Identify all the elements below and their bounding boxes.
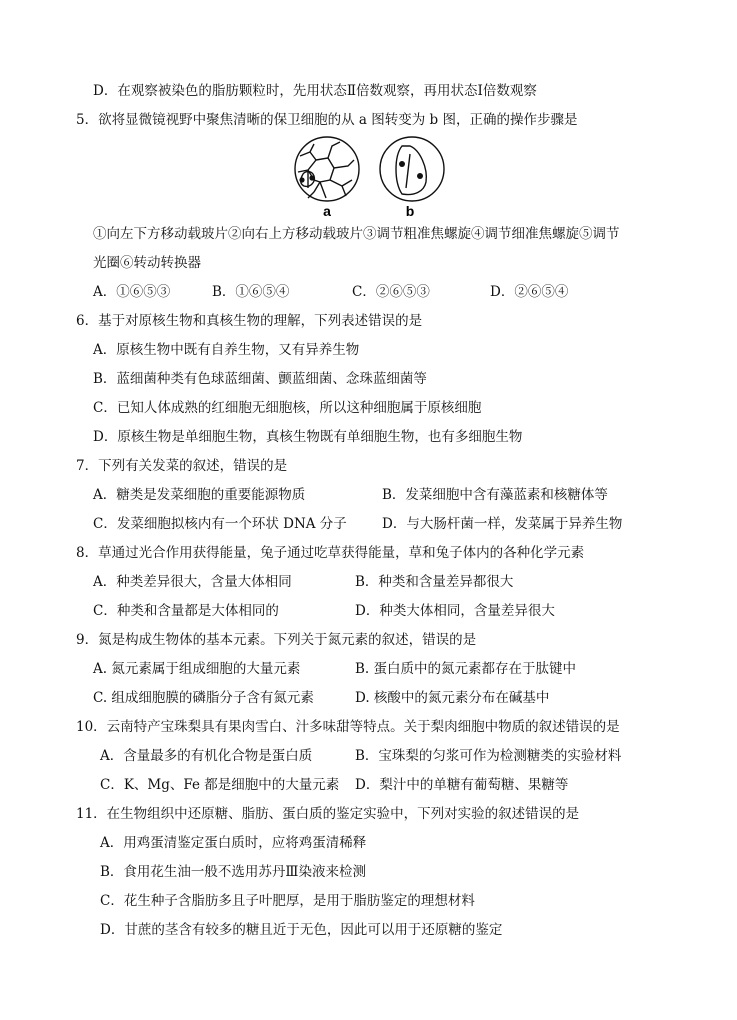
question-8-option-a: A．种类差异很大，含量大体相同: [93, 574, 292, 590]
question-9-option-c: C. 组成细胞膜的磷脂分子含有氮元素: [93, 690, 314, 706]
question-7-option-c: C．发菜细胞拟核内有一个环状 DNA 分子: [93, 516, 347, 532]
figure-a-cells-low-magnification: [295, 137, 359, 201]
question-5-option-a: A．①⑥⑤③: [93, 284, 171, 300]
question-7-stem: 7．下列有关发菜的叙述，错误的是: [76, 458, 288, 474]
question-5-stem: 5．欲将显微镜视野中聚焦清晰的保卫细胞的从 a 图转变为 b 图，正确的操作步骤是: [76, 112, 578, 128]
question-11-stem: 11．在生物组织中还原糖、脂肪、蛋白质的鉴定实验中，下列对实验的叙述错误的是: [76, 806, 580, 822]
question-4-option-d: D．在观察被染色的脂肪颗粒时，先用状态Ⅱ倍数观察，再用状态Ⅰ倍数观察: [93, 83, 537, 99]
question-11-option-d: D．甘蔗的茎含有较多的糖且近于无色，因此可以用于还原糖的鉴定: [100, 922, 503, 938]
question-7-option-d: D．与大肠杆菌一样，发菜属于异养生物: [382, 516, 623, 532]
question-5-option-b: B．①⑥⑤④: [212, 284, 290, 300]
guard-cell-micrograph-figure: [290, 136, 450, 220]
question-6-stem: 6．基于对原核生物和真核生物的理解，下列表述错误的是: [76, 313, 423, 329]
figure-label-a: a: [323, 203, 331, 219]
question-5-option-d: D．②⑥⑤④: [490, 284, 569, 300]
figure-b-guard-cell-high-magnification: [380, 137, 444, 201]
question-11-option-c: C．花生种子含脂肪多且子叶肥厚，是用于脂肪鉴定的理想材料: [100, 893, 475, 909]
question-5-steps-line-1: ①向左下方移动载玻片②向右上方移动载玻片③调节粗准焦螺旋④调节细准焦螺旋⑤调节: [93, 226, 620, 242]
question-8-stem: 8．草通过光合作用获得能量，兔子通过吃草获得能量，草和兔子体内的各种化学元素: [76, 545, 585, 561]
question-8-option-b: B．种类和含量差异都很大: [355, 574, 514, 590]
question-10-option-b: B．宝珠梨的匀浆可作为检测糖类的实验材料: [355, 748, 622, 764]
question-11-option-b: B．食用花生油一般不选用苏丹Ⅲ染液来检测: [100, 864, 366, 880]
question-9-stem: 9．氮是构成生物体的基本元素。下列关于氮元素的叙述，错误的是: [76, 632, 477, 648]
question-5-steps-line-2: 光圈⑥转动转换器: [93, 255, 201, 271]
question-6-option-a: A．原核生物中既有自养生物，又有异养生物: [93, 342, 360, 358]
figure-label-b: b: [405, 203, 415, 219]
question-10-stem: 10．云南特产宝珠梨具有果肉雪白、汁多味甜等特点。关于梨肉细胞中物质的叙述错误的是: [76, 719, 620, 735]
question-8-option-d: D．种类大体相同，含量差异很大: [355, 603, 555, 619]
question-8-option-c: C．种类和含量都是大体相同的: [93, 603, 279, 619]
question-10-option-a: A．含量最多的有机化合物是蛋白质: [100, 748, 313, 764]
question-6-option-b: B．蓝细菌种类有色球蓝细菌、颤蓝细菌、念珠蓝细菌等: [93, 371, 427, 387]
question-11-option-a: A．用鸡蛋清鉴定蛋白质时，应将鸡蛋清稀释: [100, 835, 367, 851]
question-6-option-c: C．已知人体成熟的红细胞无细胞核，所以这种细胞属于原核细胞: [93, 400, 482, 416]
question-10-option-d: D．梨汁中的单糖有葡萄糖、果糖等: [355, 777, 569, 793]
question-10-option-c: C．K、Mg、Fe 都是细胞中的大量元素: [100, 777, 340, 793]
question-9-option-d: D. 核酸中的氮元素分布在碱基中: [355, 690, 550, 706]
question-9-option-b: B. 蛋白质中的氮元素都存在于肽键中: [355, 661, 577, 677]
question-9-option-a: A. 氮元素属于组成细胞的大量元素: [93, 661, 301, 677]
question-5-option-c: C．②⑥⑤③: [352, 284, 430, 300]
question-7-option-a: A．糖类是发菜细胞的重要能源物质: [93, 487, 306, 503]
question-7-option-b: B．发菜细胞中含有藻蓝素和核糖体等: [382, 487, 608, 503]
question-6-option-d: D．原核生物是单细胞生物，真核生物既有单细胞生物，也有多细胞生物: [93, 429, 523, 445]
